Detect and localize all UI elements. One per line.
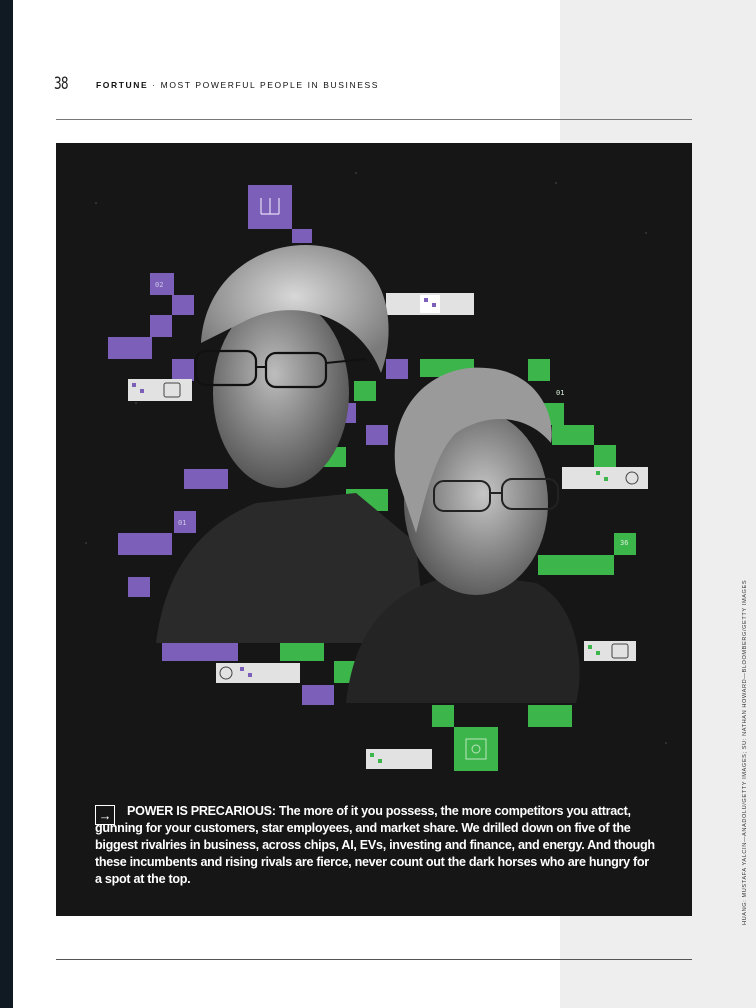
caption-block xyxy=(95,803,655,888)
caption-lead: POWER IS PRECARIOUS: xyxy=(127,804,276,818)
header-separator: · xyxy=(148,80,161,90)
section-title: MOST POWERFUL PEOPLE IN BUSINESS xyxy=(160,80,380,90)
magazine-brand: FORTUNE xyxy=(96,80,149,90)
photo-credit: HUANG: MUSTAFA YALCIN—ANADOLU/GETTY IMAGES; SU: NATHAN HOWARD—BLOOMBERG/GETTY IMAGES xyxy=(742,579,748,925)
caption-body: The more of it you possess, the more competitors you attract, gunning for your customers, star employees, and market share. We drilled down on five of the biggest rivalries in business, across chips, AI, EVs, investing and finance, and energy. And though these incumbents and rising rivals are fierce, never count out the dark horses who are hungry for a spot at the top. xyxy=(95,804,655,886)
illustration-svg xyxy=(56,143,692,916)
magazine-spine xyxy=(0,0,13,1008)
hero-illustration xyxy=(56,143,692,916)
tag-01-right: 01 xyxy=(556,389,565,397)
page-number: 38 xyxy=(54,74,68,94)
tag-36: 36 xyxy=(620,539,629,547)
footer-rule xyxy=(56,959,692,960)
running-header xyxy=(96,80,379,90)
tag-01-left: 01 xyxy=(178,519,187,527)
caption-text xyxy=(95,803,655,888)
arrow-right-icon: → xyxy=(95,805,115,825)
header-rule xyxy=(56,119,692,120)
tag-02: 02 xyxy=(155,281,164,289)
